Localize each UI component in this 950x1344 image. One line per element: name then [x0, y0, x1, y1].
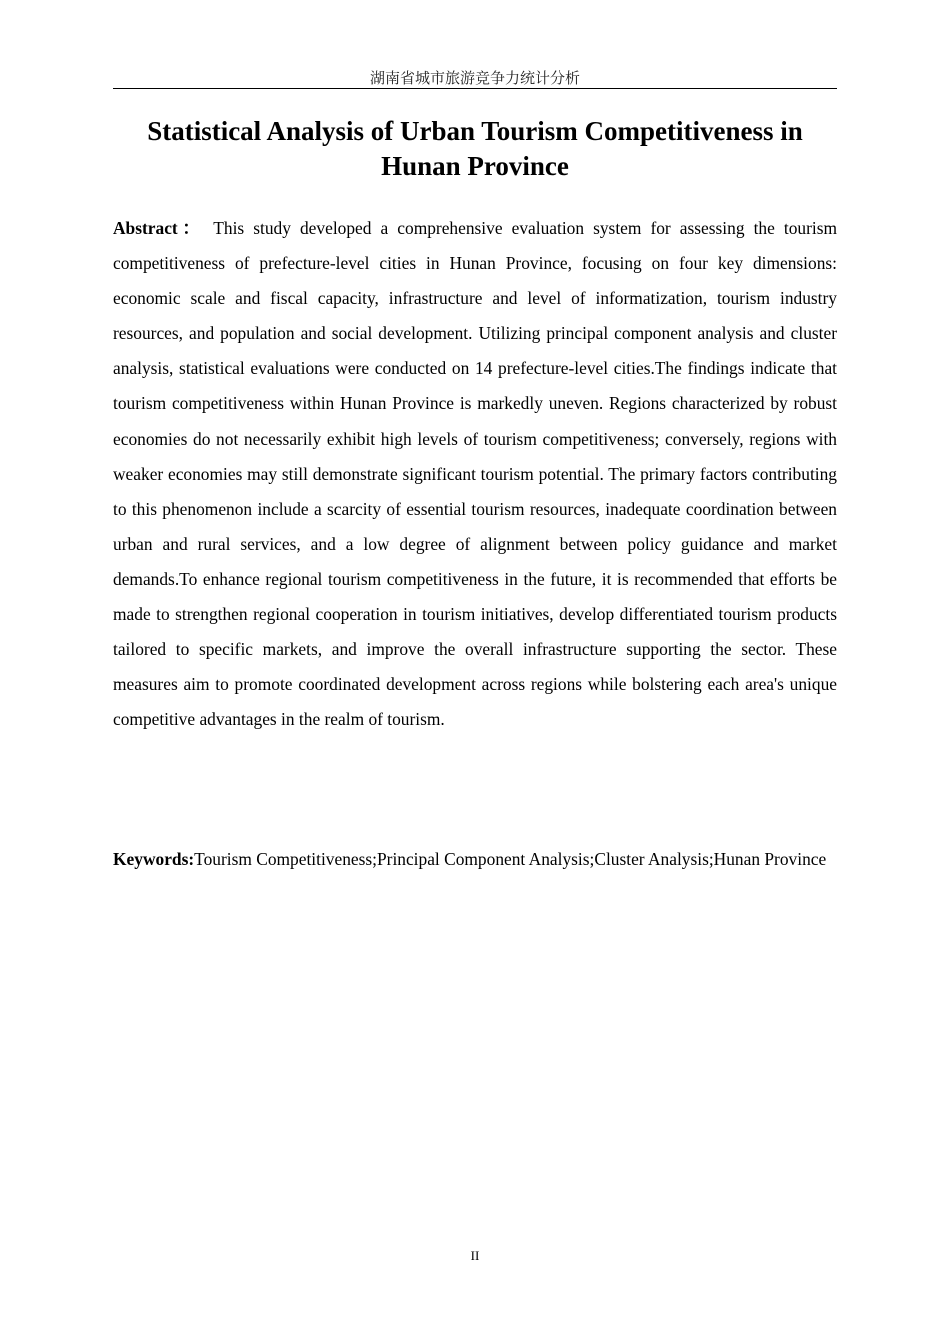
abstract-paragraph	[113, 211, 837, 737]
keywords-text: Tourism Competitiveness;Principal Component Analysis;Cluster Analysis;Hunan Province	[194, 849, 827, 869]
paper-title: Statistical Analysis of Urban Tourism Competitiveness in Hunan Province	[147, 116, 803, 181]
abstract-text: This study developed a comprehensive evaluation system for assessing the tourism competitiveness of prefecture-level cities in Hunan Province, focusing on four key dimensions: economic scale and fiscal capacity, infrastructure and level of informatization, tourism industry resources, and population and social development. Utilizing principal component analysis and cluster analysis, statistical evaluations were conducted on 14 prefecture-level cities.The findings indicate that tourism competitiveness within Hunan Province is markedly uneven. Regions characterized by robust economies do not necessarily exhibit high levels of tourism competitiveness; conversely, regions with weaker economies may still demonstrate significant tourism potential. The primary factors contributing to this phenomenon include a scarcity of essential tourism resources, inadequate coordination between urban and rural services, and a low degree of alignment between policy guidance and market demands.To enhance regional tourism competitiveness in the future, it is recommended that efforts be made to strengthen regional cooperation in tourism initiatives, develop differentiated tourism products tailored to specific markets, and improve the overall infrastructure supporting the sector. These measures aim to promote coordinated development across regions while bolstering each area's unique competitive advantages in the realm of tourism.	[113, 218, 838, 730]
abstract-label: Abstract：	[113, 218, 205, 238]
keywords-paragraph	[113, 842, 837, 877]
header-rule	[113, 88, 837, 89]
page-number: II	[470, 1248, 480, 1263]
keywords-label: Keywords:	[113, 849, 195, 869]
running-header: 湖南省城市旅游竞争力统计分析	[369, 69, 580, 87]
